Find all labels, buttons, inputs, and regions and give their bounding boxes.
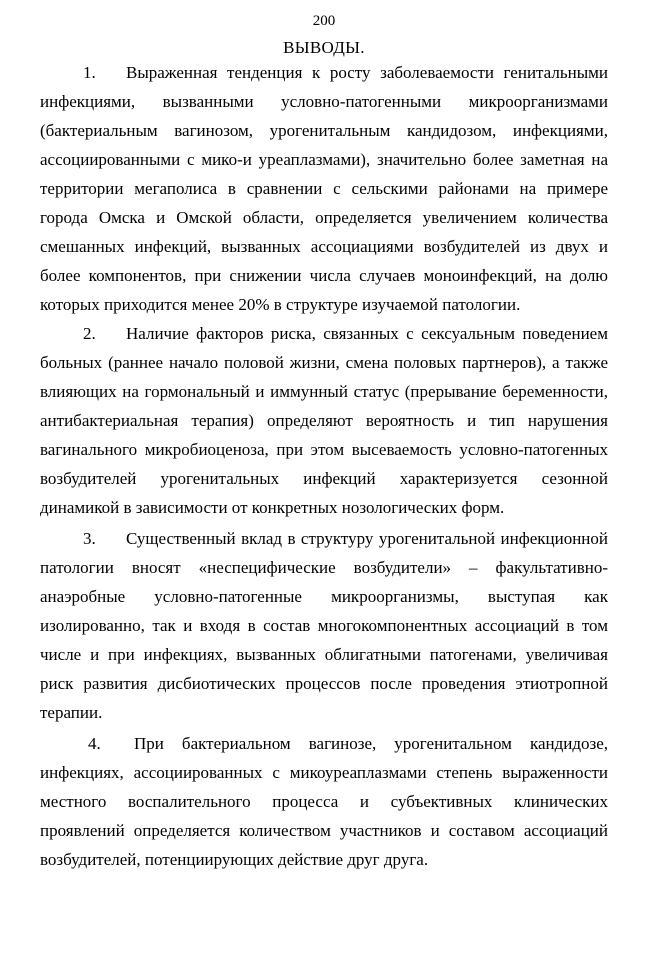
conclusion-1-number: 1. xyxy=(83,63,96,82)
conclusion-1-text: Выраженная тенденция к росту заболеваемости генитальными xyxy=(126,63,608,82)
conclusion-4-number: 4. xyxy=(88,734,101,753)
conclusion-2-line: динамикой в зависимости от конкретных нозологических форм. xyxy=(40,498,505,517)
conclusion-1-line: которых приходится менее 20% в структуре изучаемой патологии. xyxy=(40,295,521,314)
page-title: ВЫВОДЫ. xyxy=(283,38,365,57)
conclusion-1-line: ассоциированными с мико-и уреаплазмами), значительно более заметная на xyxy=(40,150,608,169)
conclusion-1-line: (бактериальным вагинозом, урогенитальным кандидозом, инфекциями, xyxy=(40,121,608,140)
conclusion-4-line-1 xyxy=(40,729,608,758)
conclusion-2-line-1 xyxy=(40,319,608,348)
conclusion-3-line: терапии. xyxy=(40,703,103,722)
conclusion-3-line: изолированно, так и входя в состав многокомпонентных ассоциаций в том xyxy=(40,616,608,635)
conclusion-1-line: территории мегаполиса в сравнении с сельскими районами на примере xyxy=(40,179,608,198)
conclusion-1-line: более компонентов, при снижении числа случаев моноинфекций, на долю xyxy=(40,266,608,285)
conclusion-4-line: возбудителей, потенциирующих действие друг друга. xyxy=(40,850,429,869)
conclusion-3-line-1 xyxy=(40,524,608,553)
conclusion-4-line: проявлений определяется количеством участников и составом ассоциаций xyxy=(40,821,608,840)
conclusion-3-number: 3. xyxy=(83,529,96,548)
conclusion-2-line: влияющих на гормональный и иммунный статус (прерывание беременности, xyxy=(40,382,608,401)
conclusion-2-line: возбудителей урогенитальных инфекций характеризуется сезонной xyxy=(40,469,608,488)
conclusion-3-line: числе и при инфекциях, вызванных облигатными патогенами, увеличивая xyxy=(40,645,608,664)
conclusion-2-text: Наличие факторов риска, связанных с сексуальным поведением xyxy=(126,324,608,343)
conclusion-1-line: города Омска и Омской области, определяется увеличением количества xyxy=(40,208,608,227)
document-page xyxy=(40,0,608,960)
conclusion-3-line: риск развития дисбиотических процессов после проведения этиотропной xyxy=(40,674,608,693)
conclusion-3-text: Существенный вклад в структуру урогенитальной инфекционной xyxy=(126,529,608,548)
conclusion-1-line: инфекциями, вызванными условно-патогенными микроорганизмами xyxy=(40,92,608,111)
conclusion-4-text: При бактериальном вагинозе, урогенитальном кандидозе, xyxy=(134,734,608,753)
conclusion-3-line: патологии вносят «неспецифические возбудители» – факультативно- xyxy=(40,558,608,577)
conclusion-4-line: местного воспалительного процесса и субъективных клинических xyxy=(40,792,608,811)
conclusion-1-line: смешанных инфекций, вызванных ассоциациями возбудителей из двух и xyxy=(40,237,608,256)
page-number: 200 xyxy=(312,13,336,29)
conclusion-2-line: антибактериальная терапия) определяют вероятность и тип нарушения xyxy=(40,411,608,430)
conclusion-3-line: анаэробные условно-патогенные микроорганизмы, выступая как xyxy=(40,587,608,606)
conclusion-4-line: инфекциях, ассоциированных с микоуреаплазмами степень выраженности xyxy=(40,763,608,782)
conclusion-2-line: вагинального микробиоценоза, при этом высеваемость условно-патогенных xyxy=(40,440,608,459)
conclusion-2-line: больных (раннее начало половой жизни, смена половых партнеров), а также xyxy=(40,353,608,372)
conclusion-2-number: 2. xyxy=(83,324,96,343)
conclusion-1-line-1 xyxy=(40,58,608,87)
